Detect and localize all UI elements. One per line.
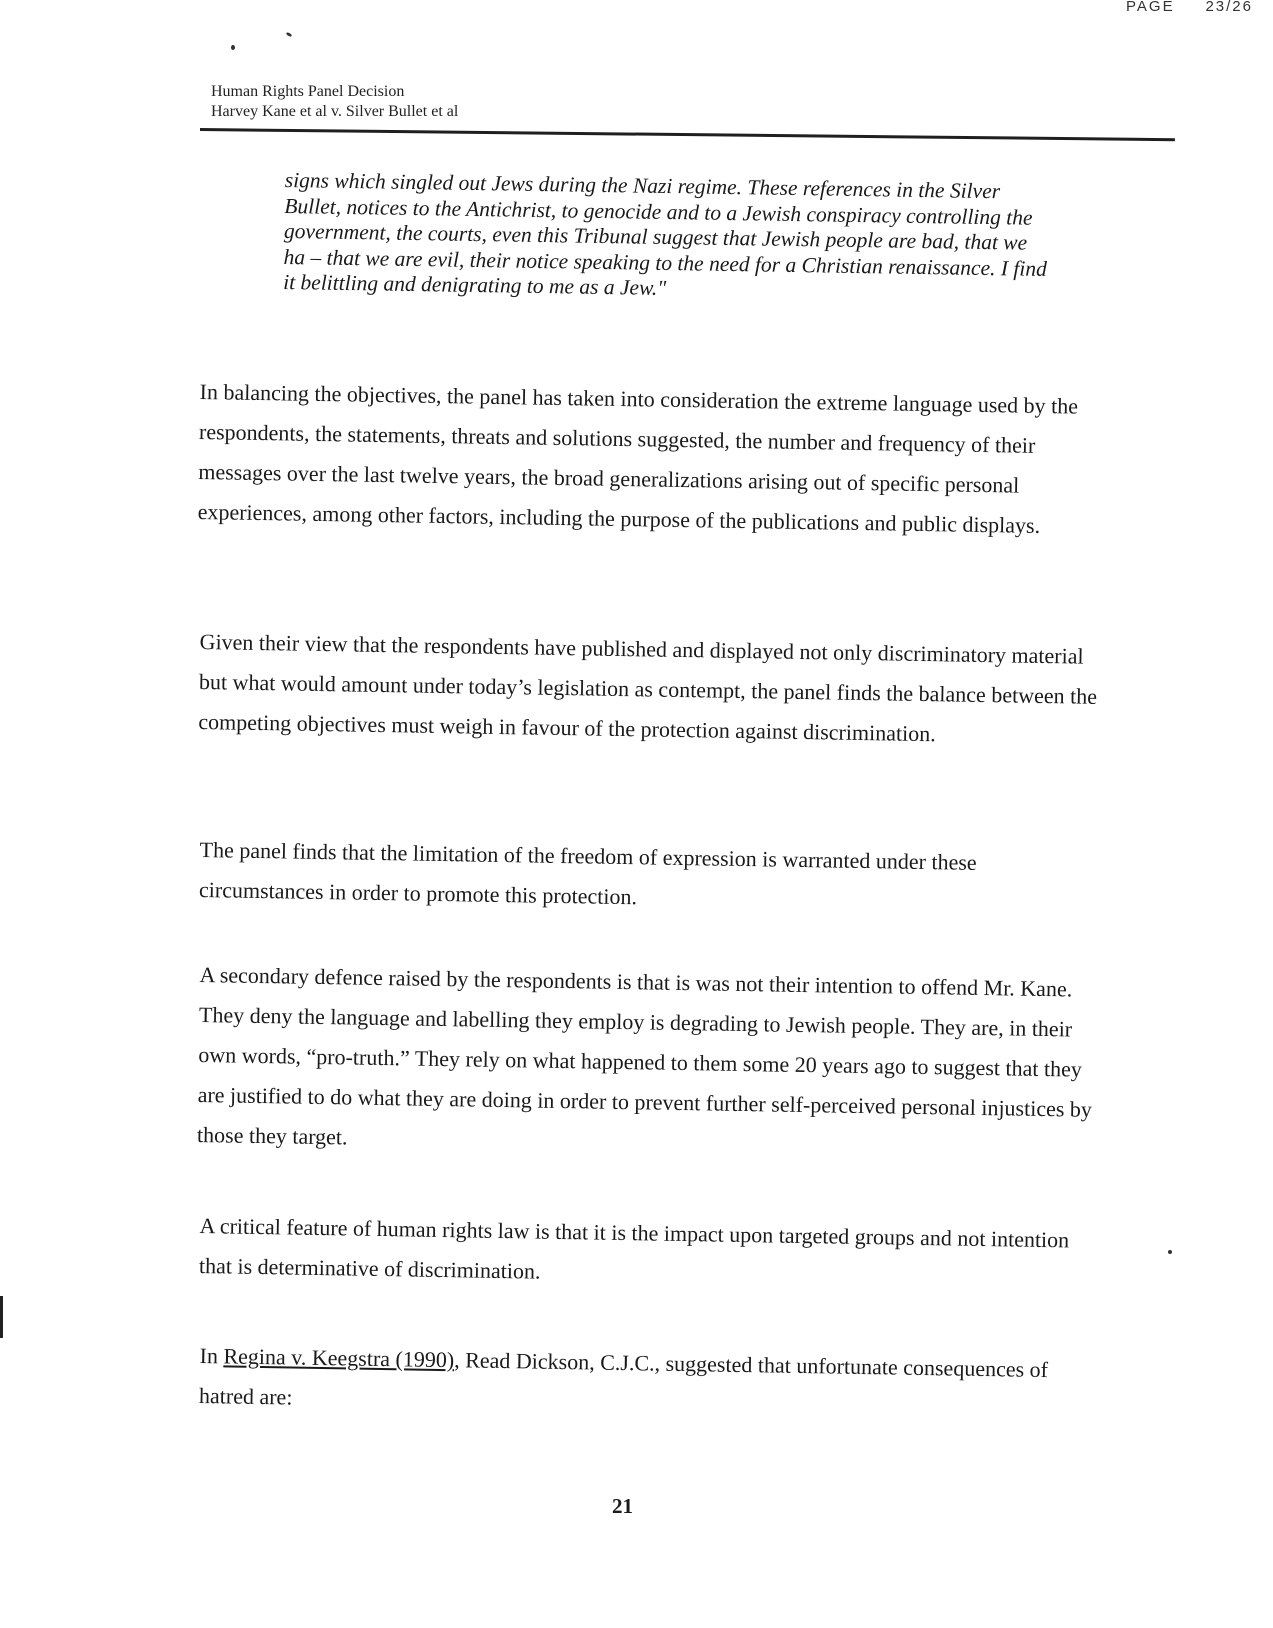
case-citation: Regina v. Keegstra (1990): [223, 1343, 455, 1373]
scan-speck: [286, 32, 293, 38]
keegstra-prefix: In: [199, 1342, 224, 1369]
fax-page-ref: 23/26: [1205, 0, 1253, 15]
running-head-title: Human Rights Panel Decision: [211, 83, 405, 100]
running-head: [211, 82, 458, 122]
paragraph-balancing: In balancing the objectives, the panel has taken into consideration the extreme language used by the respondents, the statements, threats and solutions suggested, the number and frequency of their messages over the last twelve years, the broad generalizations arising out of specific personal experiences, among other factors, including the purpose of the publications and public displays.: [197, 378, 1079, 538]
paragraph-keegstra: [199, 1336, 1100, 1431]
fax-header: [1126, 0, 1253, 15]
page-number: 21: [612, 1494, 633, 1518]
paragraph-critical-feature: A critical feature of human rights law is that it is the impact upon targeted groups and not intention that is determinative of discrimination.: [198, 1212, 1070, 1284]
scan-speck: [1168, 1250, 1172, 1254]
keegstra-suffix: , Read Dickson, C.J.C., suggested that unfortunate consequences of hatred are:: [198, 1347, 1049, 1410]
header-rule: [200, 128, 1175, 141]
scan-speck: [231, 45, 235, 50]
paragraph-limitation: The panel finds that the limitation of the freedom of expression is warranted under these circumstances in order to promote this protection.: [198, 836, 977, 910]
running-head-case: Harvey Kane et al v. Silver Bullet et al: [211, 103, 459, 120]
paragraph-secondary-defence: A secondary defence raised by the respondents is that is was not their intention to offend Mr. Kane. They deny the language and labelling they employ is degrading to Jewish people. They are, in their own words, “pro-truth.” They rely on what happened to them some 20 years ago to suggest that they are justified to do what they are doing in order to prevent further self-perceived personal injustices by those they target.: [196, 961, 1093, 1150]
margin-mark: [0, 1296, 3, 1338]
paragraph-competing-objectives: Given their view that the respondents have published and displayed not only discriminatory material but what would amount under today’s legislation as contempt, the panel finds the balance between the competing objectives must weigh in favour of the protection against discrimination.: [198, 628, 1098, 747]
quote-block: signs which singled out Jews during the Nazi regime. These references in the Silver Bullet, notices to the Antichrist, to genocide and to a Jewish conspiracy controlling the government, the courts, even this Tribunal suggest that Jewish people are bad, that we ha – that we are evil, their notice speaking to the need for a Christian renaissance. I find it belittling and denigrating to me as a Jew.": [283, 168, 1048, 301]
fax-page-label: PAGE: [1126, 0, 1175, 15]
